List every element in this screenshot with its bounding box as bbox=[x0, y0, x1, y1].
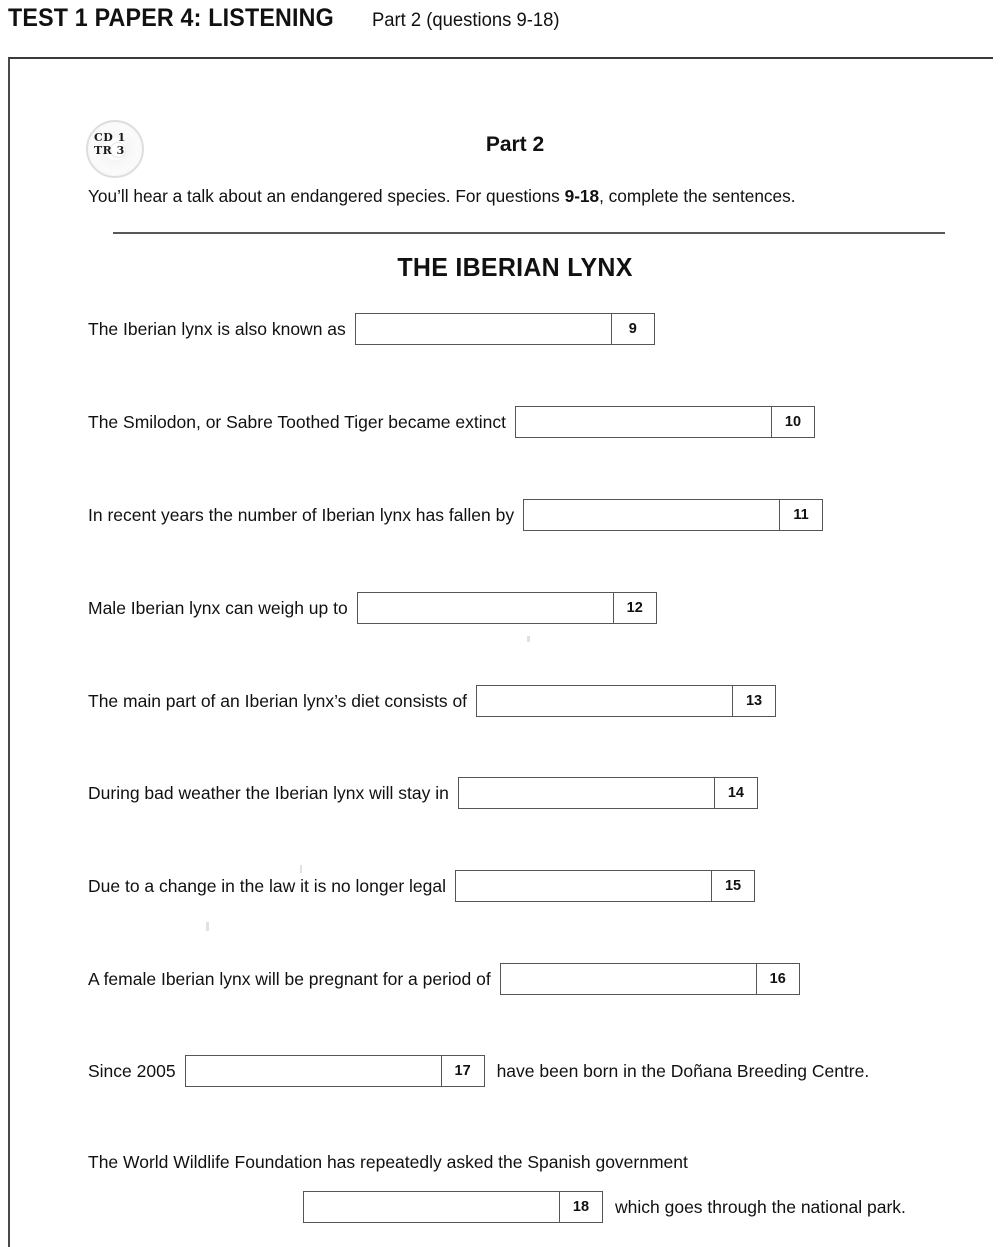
answer-box-15[interactable] bbox=[455, 870, 755, 902]
track-number: TR 3 bbox=[94, 144, 125, 157]
question-text-14: During bad weather the Iberian lynx will stay in bbox=[88, 782, 449, 803]
question-number-14: 14 bbox=[714, 778, 757, 808]
scan-artifact bbox=[527, 636, 530, 642]
answer-input-17[interactable] bbox=[186, 1056, 441, 1086]
answer-input-10[interactable] bbox=[516, 407, 771, 437]
answer-input-16[interactable] bbox=[501, 964, 756, 994]
rubric-after: , complete the sentences. bbox=[599, 186, 796, 206]
part-heading: Part 2 bbox=[485, 133, 545, 156]
answer-input-11[interactable] bbox=[524, 500, 779, 530]
answer-box-16[interactable] bbox=[500, 963, 800, 995]
answer-box-11[interactable] bbox=[523, 499, 823, 531]
question-text-11: In recent years the number of Iberian lynx has fallen by bbox=[88, 504, 515, 525]
question-text-after-18: which goes through the national park. bbox=[615, 1196, 906, 1217]
question-number-16: 16 bbox=[756, 964, 799, 994]
answer-input-12[interactable] bbox=[358, 593, 613, 623]
running-head-subtitle: Part 2 (questions 9-18) bbox=[372, 10, 560, 31]
answer-box-10[interactable] bbox=[515, 406, 815, 438]
running-head bbox=[8, 4, 968, 44]
question-text-16: A female Iberian lynx will be pregnant for a period of bbox=[88, 968, 491, 989]
question-text-15: Due to a change in the law it is no longer legal bbox=[88, 875, 447, 896]
answer-box-17[interactable] bbox=[185, 1055, 485, 1087]
answer-box-18[interactable] bbox=[303, 1191, 603, 1223]
answer-box-12[interactable] bbox=[357, 592, 657, 624]
question-text-18: The World Wildlife Foundation has repeatedly asked the Spanish government bbox=[88, 1152, 688, 1172]
question-text-10: The Smilodon, or Sabre Toothed Tiger became extinct bbox=[88, 411, 506, 432]
rubric-before: You’ll hear a talk about an endangered species. For questions bbox=[88, 186, 565, 206]
question-row-17 bbox=[88, 1055, 869, 1087]
answer-input-15[interactable] bbox=[456, 871, 711, 901]
question-row-14 bbox=[88, 777, 758, 809]
section-divider bbox=[113, 232, 945, 234]
question-text-17: Since 2005 bbox=[88, 1060, 176, 1081]
question-number-17: 17 bbox=[441, 1056, 484, 1086]
question-row-18-line1 bbox=[88, 1152, 688, 1173]
rubric-instructions bbox=[88, 186, 796, 207]
section-title: THE IBERIAN LYNX bbox=[397, 252, 633, 282]
question-row-13 bbox=[88, 685, 776, 717]
question-number-18: 18 bbox=[559, 1192, 602, 1222]
question-text-13: The main part of an Iberian lynx’s diet consists of bbox=[88, 690, 468, 711]
question-text-9: The Iberian lynx is also known as bbox=[88, 318, 346, 339]
question-row-9 bbox=[88, 313, 655, 345]
question-text-after-17: have been born in the Doñana Breeding Centre. bbox=[496, 1060, 870, 1081]
scan-artifact bbox=[206, 922, 209, 931]
rubric-question-range: 9-18 bbox=[564, 186, 600, 206]
question-number-13: 13 bbox=[732, 686, 775, 716]
question-row-18-line2 bbox=[303, 1191, 906, 1223]
question-row-15 bbox=[88, 870, 755, 902]
question-number-11: 11 bbox=[779, 500, 822, 530]
question-number-9: 9 bbox=[611, 314, 654, 344]
cd-number: CD 1 bbox=[94, 131, 126, 144]
question-number-12: 12 bbox=[613, 593, 656, 623]
answer-box-9[interactable] bbox=[355, 313, 655, 345]
answer-input-18[interactable] bbox=[304, 1192, 559, 1222]
answer-box-14[interactable] bbox=[458, 777, 758, 809]
question-row-11 bbox=[88, 499, 823, 531]
answer-box-13[interactable] bbox=[476, 685, 776, 717]
question-row-12 bbox=[88, 592, 657, 624]
question-number-15: 15 bbox=[711, 871, 754, 901]
answer-input-14[interactable] bbox=[459, 778, 714, 808]
scan-artifact bbox=[300, 865, 302, 873]
question-row-16 bbox=[88, 963, 800, 995]
answer-input-9[interactable] bbox=[356, 314, 611, 344]
question-row-10 bbox=[88, 406, 815, 438]
running-head-title: TEST 1 PAPER 4: LISTENING bbox=[8, 4, 334, 32]
answer-input-13[interactable] bbox=[477, 686, 732, 716]
question-number-10: 10 bbox=[771, 407, 814, 437]
question-text-12: Male Iberian lynx can weigh up to bbox=[88, 597, 348, 618]
